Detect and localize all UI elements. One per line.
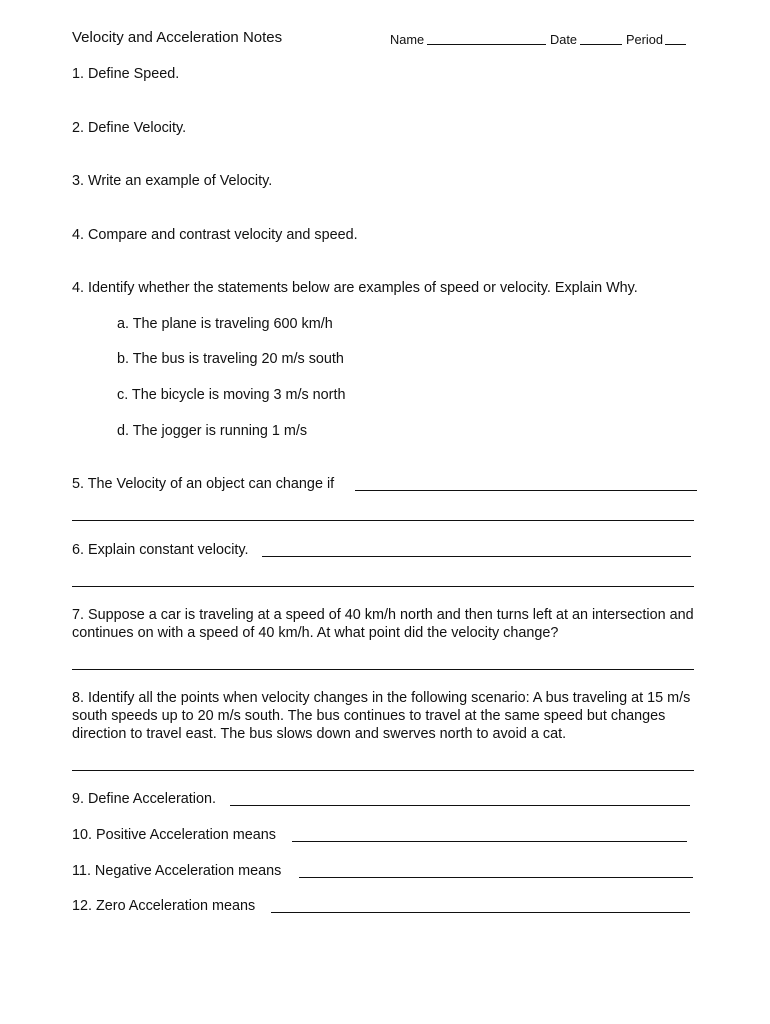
question-7: 7. Suppose a car is traveling at a speed of 40 km/h north and then turns left at an intersection and continues on with a speed of 40 km/h. At what point did the velocity change? [72, 607, 694, 641]
date-field[interactable] [580, 44, 622, 45]
question-1: 1. Define Speed. [72, 66, 180, 82]
question-9: 9. Define Acceleration. [72, 791, 216, 807]
question-2: 2. Define Velocity. [72, 120, 187, 136]
answer-line-5a[interactable] [355, 490, 697, 491]
answer-line-6b[interactable] [72, 586, 694, 587]
question-3: 3. Write an example of Velocity. [72, 173, 273, 189]
answer-line-12[interactable] [271, 912, 690, 913]
question-4-compare: 4. Compare and contrast velocity and speed. [72, 227, 358, 243]
answer-line-10[interactable] [292, 841, 687, 842]
answer-line-5b[interactable] [72, 520, 694, 521]
list-item: d. The jogger is running 1 m/s [117, 423, 308, 439]
answer-line-9[interactable] [230, 805, 690, 806]
question-10: 10. Positive Acceleration means [72, 827, 276, 843]
list-item: c. The bicycle is moving 3 m/s north [117, 387, 346, 403]
question-5: 5. The Velocity of an object can change if [72, 476, 335, 492]
name-label: Name [390, 32, 425, 47]
answer-line-11[interactable] [299, 877, 693, 878]
name-field[interactable] [427, 44, 546, 45]
question-6: 6. Explain constant velocity. [72, 542, 249, 558]
date-label: Date [550, 32, 578, 47]
answer-line-6a[interactable] [262, 556, 691, 557]
period-field[interactable] [665, 44, 686, 45]
page-title: Velocity and Acceleration Notes [72, 29, 283, 46]
question-12: 12. Zero Acceleration means [72, 898, 256, 914]
question-11: 11. Negative Acceleration means [72, 863, 282, 879]
answer-line-8[interactable] [72, 770, 694, 771]
answer-line-7[interactable] [72, 669, 694, 670]
question-4-identify: 4. Identify whether the statements below are examples of speed or velocity. Explain Why. [72, 280, 638, 296]
list-item: b. The bus is traveling 20 m/s south [117, 351, 344, 367]
question-8: 8. Identify all the points when velocity changes in the following scenario: A bus traveling at 15 m/s south speeds up to 20 m/s south. The bus continues to travel at the same speed but changes direction to travel east. The bus slows down and swerves north to avoid a cat. [72, 690, 691, 742]
list-item: a. The plane is traveling 600 km/h [117, 316, 333, 332]
period-label: Period [626, 32, 663, 47]
